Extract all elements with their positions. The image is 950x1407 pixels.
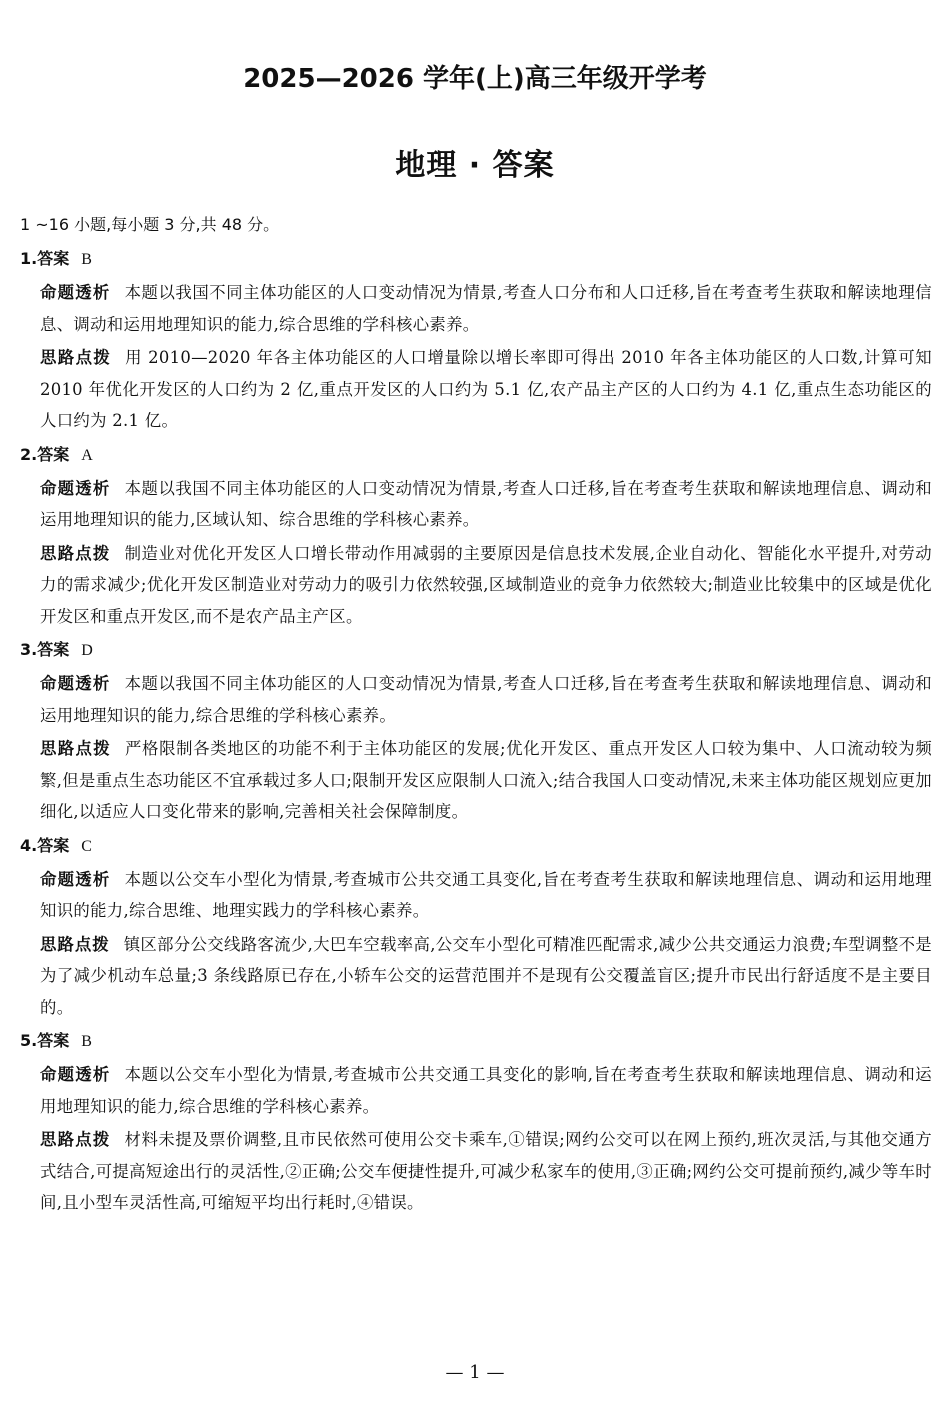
hint-text: 材料未提及票价调整,且市民依然可使用公交卡乘车,①错误;网约公交可以在网上预约,班次灵活,与其他交通方式结合,可提高短途出行的灵活性,②正确;公交车便捷性提升,可减少私家车的使用,③正确;网约公交可提前预约,减少等车时间,且小型车灵活性高,可缩短平均出行耗时,④错误。: [40, 1130, 932, 1212]
hint-label: 思路点拨: [40, 543, 111, 563]
hint-paragraph: [20, 538, 932, 633]
analysis-paragraph: [20, 277, 932, 340]
hint-paragraph: [20, 733, 932, 828]
analysis-label: 命题透析: [40, 674, 111, 693]
hint-paragraph: [20, 342, 932, 437]
analysis-text: 本题以我国不同主体功能区的人口变动情况为情景,考查人口迁移,旨在考查考生获取和解读地理信息、调动和运用地理知识的能力,综合思维的学科核心素养。: [40, 674, 932, 725]
question-block: [20, 830, 932, 1024]
analysis-paragraph: [20, 1059, 932, 1122]
hint-paragraph: [20, 929, 932, 1024]
question-block: [20, 243, 932, 437]
answer-line: [20, 243, 932, 277]
hint-label: 思路点拨: [40, 348, 112, 367]
answer-value: C: [81, 837, 92, 855]
analysis-text: 本题以我国不同主体功能区的人口变动情况为情景,考查人口分布和人口迁移,旨在考查考生获取和解读地理信息、调动和运用地理知识的能力,综合思维的学科核心素养。: [40, 283, 932, 334]
answer-label: 答案: [37, 640, 70, 659]
page-number: — 1 —: [445, 1362, 505, 1383]
answer-value: B: [81, 1033, 92, 1050]
hint-paragraph: [20, 1124, 932, 1219]
question-number: 4.: [20, 835, 38, 855]
hint-text: 镇区部分公交线路客流少,大巴车空载率高,公交车小型化可精准匹配需求,减少公共交通运力浪费;车型调整不是为了减少机动车总量;3 条线路原已存在,小轿车公交的运营范围并不是现有公交覆盖盲区;提升市民出行舒适度不是主要目的。: [40, 934, 933, 1017]
question-block: [20, 1025, 932, 1219]
analysis-label: 命题透析: [40, 869, 111, 889]
hint-text: 用 2010—2020 年各主体功能区的人口增量除以增长率即可得出 2010 年各主体功能区的人口数,计算可知 2010 年优化开发区的人口约为 2 亿,重点开发区的人口约为 5.1 亿,农产品主产区的人口约为 4.1 亿,重点生态功能区的人口约为 2.1 亿。: [40, 348, 933, 430]
analysis-text: 本题以公交车小型化为情景,考查城市公共交通工具变化,旨在考查考生获取和解读地理信息、调动和运用地理知识的能力,综合思维、地理实践力的学科核心素养。: [40, 869, 932, 920]
answer-value: B: [81, 251, 92, 268]
hint-label: 思路点拨: [40, 739, 111, 758]
answer-line: [20, 634, 932, 668]
question-block: [20, 439, 932, 633]
analysis-label: 命题透析: [40, 1065, 111, 1084]
answer-line: [20, 830, 932, 864]
hint-text: 严格限制各类地区的功能不利于主体功能区的发展;优化开发区、重点开发区人口较为集中、人口流动较为频繁,但是重点生态功能区不宜承载过多人口;限制开发区应限制人口流入;结合我国人口变动情况,未来主体功能区规划应更加细化,以适应人口变化带来的影响,完善相关社会保障制度。: [40, 739, 933, 821]
answer-label: 答案: [37, 1031, 70, 1050]
hint-label: 思路点拨: [40, 934, 110, 954]
analysis-text: 本题以公交车小型化为情景,考查城市公共交通工具变化的影响,旨在考查考生获取和解读地理信息、调动和运用地理知识的能力,综合思维的学科核心素养。: [40, 1065, 932, 1116]
question-number: 5.: [20, 1031, 38, 1050]
question-list: [20, 243, 932, 1219]
answer-label: 答案: [37, 444, 70, 464]
hint-label: 思路点拨: [40, 1130, 111, 1149]
analysis-paragraph: [20, 668, 932, 731]
question-block: [20, 634, 932, 828]
question-number: 1.: [20, 249, 38, 268]
page-title: 2025—2026 学年(上)高三年级开学考: [243, 64, 707, 94]
answer-value: D: [81, 642, 93, 659]
analysis-text: 本题以我国不同主体功能区的人口变动情况为情景,考查人口迁移,旨在考查考生获取和解读地理信息、调动和运用地理知识的能力,区域认知、综合思维的学科核心素养。: [40, 478, 932, 529]
answer-content: [20, 209, 932, 1221]
hint-text: 制造业对优化开发区人口增长带动作用减弱的主要原因是信息技术发展,企业自动化、智能化水平提升,对劳动力的需求减少;优化开发区制造业对劳动力的吸引力依然较强,区域制造业的竞争力依然较大;制造业比较集中的区域是优化开发区和重点开发区,而不是农产品主产区。: [40, 543, 932, 626]
analysis-paragraph: [20, 473, 932, 536]
scoring-intro: 1 ~16 小题,每小题 3 分,共 48 分。: [20, 215, 280, 234]
answer-line: [20, 439, 932, 473]
answer-value: A: [81, 446, 93, 464]
question-number: 3.: [20, 640, 38, 659]
answer-line: [20, 1025, 932, 1059]
question-number: 2.: [20, 444, 38, 464]
analysis-label: 命题透析: [40, 283, 111, 302]
analysis-label: 命题透析: [40, 478, 111, 498]
answer-label: 答案: [37, 249, 70, 268]
answer-label: 答案: [37, 835, 70, 855]
analysis-paragraph: [20, 864, 932, 927]
page-subtitle: 地理 · 答案: [395, 148, 555, 183]
